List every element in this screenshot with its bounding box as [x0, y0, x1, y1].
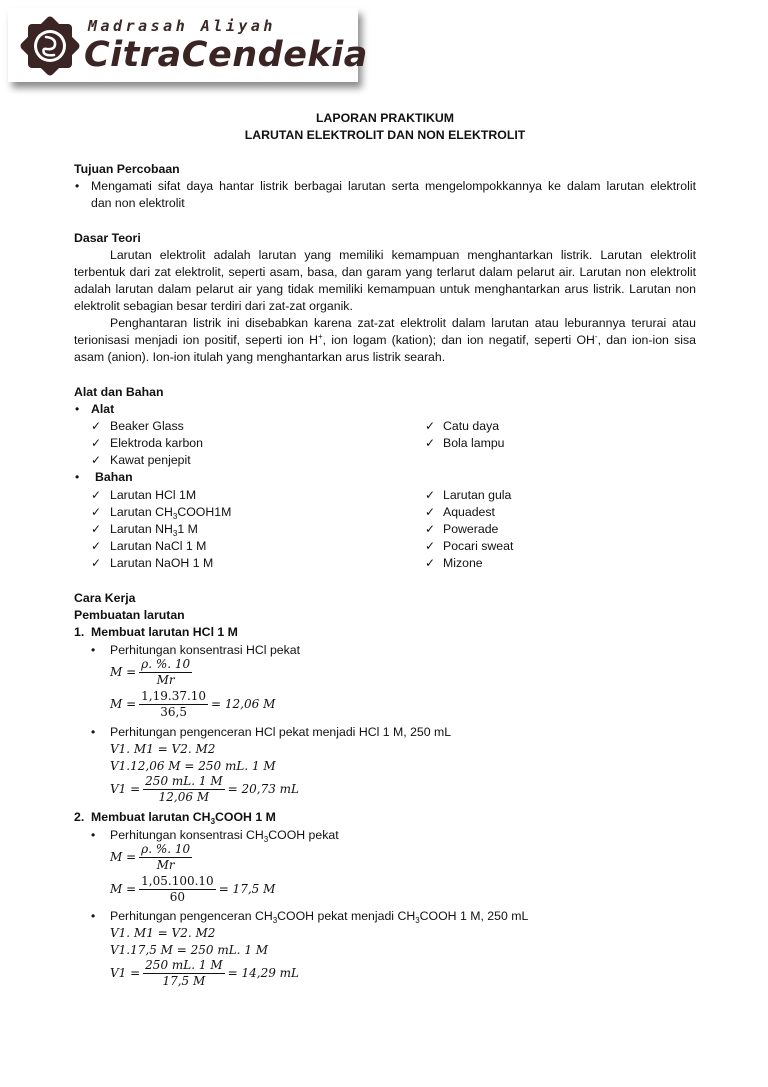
- equation: M = $\frac{\rho. \%. 10}{Mr}$: [110, 842, 191, 872]
- equation: M = $\frac{1,19.37.10}{36,5}$ = 12,06 M: [110, 689, 276, 719]
- alat-item: Beaker Glass: [110, 419, 184, 433]
- bullet-icon: •: [91, 725, 96, 739]
- check-icon: ✓: [425, 522, 436, 536]
- bahan-item: Larutan HCl 1M: [110, 488, 197, 502]
- equation: M = $\frac{1,05.100.10}{60}$ = 17,5 M: [110, 874, 276, 904]
- step-1-bullet-2: Perhitungan pengenceran HCl pekat menjadi HCl 1 M, 250 mL: [110, 725, 452, 739]
- check-icon: ✓: [425, 556, 436, 570]
- check-icon: ✓: [91, 453, 102, 467]
- alat-item: Catu daya: [443, 419, 500, 433]
- bullet-icon: •: [75, 179, 80, 193]
- equation: M = $\frac{\rho. \%. 10}{Mr}$: [110, 657, 191, 687]
- check-icon: ✓: [91, 419, 102, 433]
- dasar-paragraph-2: Penghantaran listrik ini disebabkan karena zat-zat elektrolit dalam larutan atau leburannya terurai atau terionisasi menjadi ion positif, seperti ion H+, ion logam (kation); dan ion negatif, seperti OH-, dan ion-ion sisa asam (anion). Ion-ion itulah yang menghantarkan arus listrik searah.: [74, 316, 696, 364]
- check-icon: ✓: [425, 505, 436, 519]
- check-icon: ✓: [425, 488, 436, 502]
- dasar-paragraph-1: Larutan elektrolit adalah larutan yang memiliki kemampuan menghantarkan listrik. Larutan elektrolit terbentuk dari zat elektrolit, seperti asam, basa, dan garam yang terlarut dalam pelarut air. Larutan non elektrolit adalah larutan dalam pelarut air yang tidak memiliki kemampuan untuk menghantarkan arus listrik. Larutan non elektrolit sebagian besar terdiri dari zat-zat organik.: [74, 248, 696, 313]
- check-icon: ✓: [91, 436, 102, 450]
- school-emblem-icon: [20, 16, 80, 76]
- bahan-item: Pocari sweat: [443, 539, 514, 553]
- bullet-icon: •: [75, 470, 80, 484]
- tujuan-heading: Tujuan Percobaan: [74, 162, 180, 176]
- bahan-label: Bahan: [95, 470, 133, 484]
- bahan-item: Larutan NaCl 1 M: [110, 539, 207, 553]
- school-logo: [8, 8, 368, 82]
- pembuatan-larutan-heading: Pembuatan larutan: [74, 608, 185, 622]
- bullet-icon: •: [91, 828, 96, 842]
- alat-bahan-heading: Alat dan Bahan: [74, 385, 164, 399]
- report-title-line1: LAPORAN PRAKTIKUM: [316, 111, 454, 125]
- equation: V1 = $\frac{250 mL. 1 M}{17,5 M}$ = 14,29 mL: [110, 958, 299, 988]
- dasar-heading: Dasar Teori: [74, 231, 141, 245]
- check-icon: ✓: [425, 436, 436, 450]
- check-icon: ✓: [91, 505, 102, 519]
- bahan-item: Larutan $CH_3COOH1M$: [110, 505, 232, 521]
- check-icon: ✓: [425, 419, 436, 433]
- alat-label: Alat: [91, 402, 115, 416]
- equation: V1.17,5 M = 250 mL. 1 M: [110, 943, 269, 957]
- equation: V1 = $\frac{250 mL. 1 M}{12,06 M}$ = 20,73 mL: [110, 774, 299, 804]
- equation: V1.12,06 M = 250 mL. 1 M: [110, 759, 276, 773]
- check-icon: ✓: [425, 539, 436, 553]
- check-icon: ✓: [91, 539, 102, 553]
- bahan-item: Larutan gula: [443, 488, 512, 502]
- logo-subtitle: Madrasah Aliyah: [88, 17, 276, 35]
- bahan-item: Larutan NaOH 1 M: [110, 556, 214, 570]
- bahan-item: Aquadest: [443, 505, 495, 519]
- bahan-item: Powerade: [443, 522, 499, 536]
- step-1-bullet-1: Perhitungan konsentrasi HCl pekat: [110, 643, 301, 657]
- bahan-item: Mizone: [443, 556, 483, 570]
- bullet-icon: •: [75, 402, 80, 416]
- tujuan-line2: dan non elektrolit: [91, 196, 185, 210]
- equation: V1. M1 = V2. M2: [110, 742, 216, 756]
- step-2-number: 2.: [74, 810, 85, 824]
- report-title-line2: LARUTAN ELEKTROLIT DAN NON ELEKTROLIT: [244, 128, 526, 142]
- bahan-item: Larutan $NH_31$ M: [110, 522, 198, 538]
- cara-kerja-heading: Cara Kerja: [74, 591, 136, 605]
- tujuan-line1: Mengamati sifat daya hantar listrik berbagai larutan serta mengelompokkannya ke dalam larutan elektrolit: [91, 179, 696, 193]
- step-2-bullet-2: Perhitungan pengenceran $CH_3COOH$ pekat menjadi $CH_3COOH$ 1 M, 250 mL: [110, 909, 529, 925]
- check-icon: ✓: [91, 488, 102, 502]
- alat-item: Elektroda karbon: [110, 436, 203, 450]
- check-icon: ✓: [91, 556, 102, 570]
- bullet-icon: •: [91, 909, 96, 923]
- logo-name: CitraCendekia: [84, 35, 368, 75]
- equation: V1. M1 = V2. M2: [110, 926, 216, 940]
- check-icon: ✓: [91, 522, 102, 536]
- alat-item: Kawat penjepit: [110, 453, 191, 467]
- alat-item: Bola lampu: [443, 436, 505, 450]
- step-2-title: Membuat larutan $CH_3COOH$ 1 M: [91, 810, 276, 826]
- step-1-number: 1.: [74, 625, 85, 639]
- bullet-icon: •: [91, 643, 96, 657]
- step-2-bullet-1: Perhitungan konsentrasi $CH_3COOH$ pekat: [110, 828, 339, 844]
- step-1-title: Membuat larutan HCl 1 M: [91, 625, 238, 639]
